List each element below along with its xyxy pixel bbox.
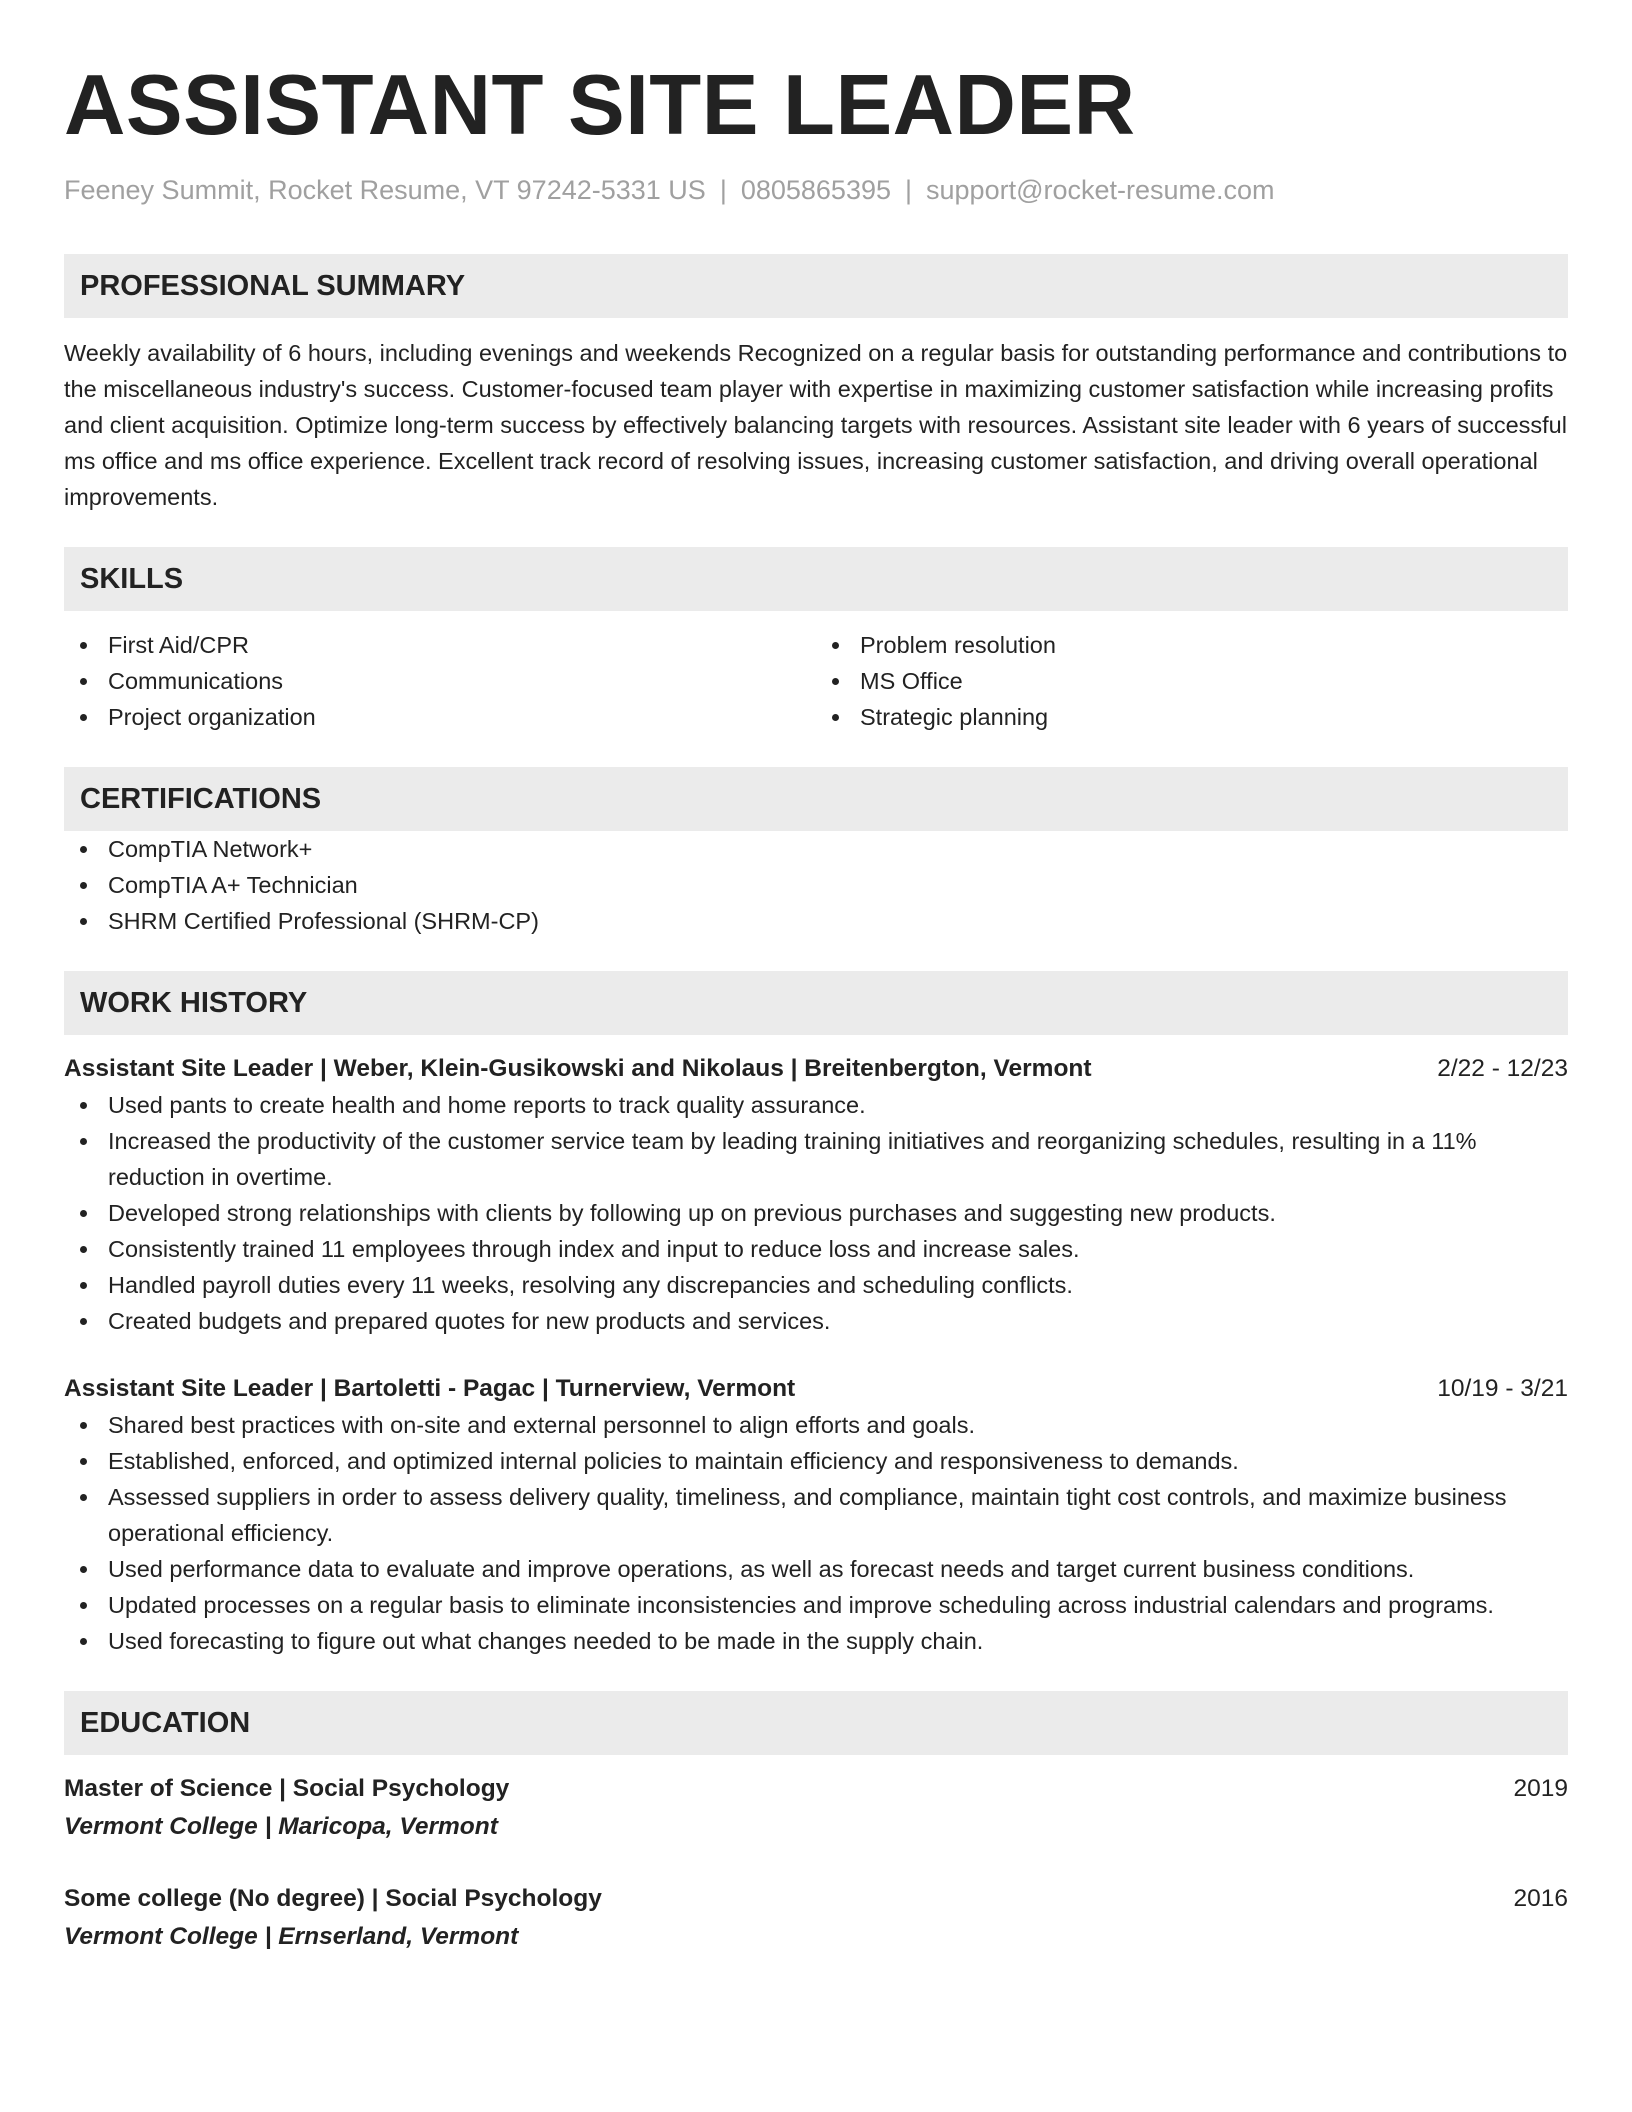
education-year: 2016 [1513,1885,1568,1912]
skill-item: Communications [64,663,816,699]
job-dates: 2/22 - 12/23 [1437,1055,1568,1082]
job-bullet: Created budgets and prepared quotes for new products and services. [64,1303,1568,1339]
resume-name: ASSISTANT SITE LEADER [64,58,1136,153]
certification-item: CompTIA A+ Technician [64,867,1568,903]
education-degree: Master of Science | Social Psychology [64,1775,510,1802]
certifications-section-header: CERTIFICATIONS [64,767,1568,831]
job-bullet: Consistently trained 11 employees through index and input to reduce loss and increase sales. [64,1231,1568,1267]
summary-section-header: PROFESSIONAL SUMMARY [64,254,1568,318]
job-bullet: Developed strong relationships with clients by following up on previous purchases and suggesting new products. [64,1195,1568,1231]
contact-address: Feeney Summit, Rocket Resume, VT 97242-5331 US [64,175,706,205]
skill-item: First Aid/CPR [64,627,816,663]
job-bullet: Established, enforced, and optimized internal policies to maintain efficiency and responsiveness to demands. [64,1443,1568,1479]
job-bullet: Used forecasting to figure out what changes needed to be made in the supply chain. [64,1623,1568,1659]
job-title-row [64,1371,1568,1407]
education-school: Vermont College | Ernserland, Vermont [64,1923,519,1950]
job-bullet: Increased the productivity of the customer service team by leading training initiatives and reorganizing schedules, resulting in a 11% reduction in overtime. [64,1123,1568,1195]
contact-separator: | [719,175,727,205]
contact-separator: | [905,175,913,205]
job-title: Assistant Site Leader | Bartoletti - Pagac | Turnerview, Vermont [64,1375,796,1402]
job-bullet: Assessed suppliers in order to assess delivery quality, timeliness, and compliance, maintain tight cost controls, and maximize business operational efficiency. [64,1479,1568,1551]
job-title-row [64,1051,1568,1087]
contact-line [64,172,1568,208]
job-title: Assistant Site Leader | Weber, Klein-Gusikowski and Nikolaus | Breitenbergton, Vermont [64,1055,1092,1082]
certification-item: SHRM Certified Professional (SHRM-CP) [64,903,1568,939]
education-year: 2019 [1513,1775,1568,1802]
job-bullet: Used pants to create health and home reports to track quality assurance. [64,1087,1568,1123]
contact-phone: 0805865395 [740,175,891,205]
job-bullet-list [64,1407,1568,1659]
education-title-row [64,1771,1568,1807]
skill-item: MS Office [816,663,1568,699]
job-bullet: Updated processes on a regular basis to eliminate inconsistencies and improve scheduling across industrial calendars and programs. [64,1587,1568,1623]
education-school: Vermont College | Maricopa, Vermont [64,1813,498,1840]
job-bullet: Used performance data to evaluate and improve operations, as well as forecast needs and target current business conditions. [64,1551,1568,1587]
education-title-row [64,1881,1568,1917]
job-bullet: Handled payroll duties every 11 weeks, resolving any discrepancies and scheduling conflicts. [64,1267,1568,1303]
skills-column-right [816,627,1568,735]
certifications-list [64,831,1568,939]
education-degree: Some college (No degree) | Social Psychology [64,1885,602,1912]
skill-item: Project organization [64,699,816,735]
work-history-section-header: WORK HISTORY [64,971,1568,1035]
certification-item: CompTIA Network+ [64,831,1568,867]
contact-email: support@rocket-resume.com [926,175,1275,205]
summary-text: Weekly availability of 6 hours, including evenings and weekends Recognized on a regular basis for outstanding performance and contributions to the miscellaneous industry's success. Customer-focused team player with expertise in maximizing customer satisfaction while increasing profits and client acquisition. Optimize long-term success by effectively balancing targets with resources. Assistant site leader with 6 years of successful ms office and ms office experience. Excellent track record of resolving issues, increasing customer satisfaction, and driving overall operational improvements. [64,340,1568,510]
skills-section-header: SKILLS [64,547,1568,611]
job-bullet-list [64,1087,1568,1339]
skill-item: Strategic planning [816,699,1568,735]
skills-grid [64,627,1568,735]
skill-item: Problem resolution [816,627,1568,663]
job-dates: 10/19 - 3/21 [1437,1375,1568,1402]
job-bullet: Shared best practices with on-site and external personnel to align efforts and goals. [64,1407,1568,1443]
education-section-header: EDUCATION [64,1691,1568,1755]
skills-column-left [64,627,816,735]
